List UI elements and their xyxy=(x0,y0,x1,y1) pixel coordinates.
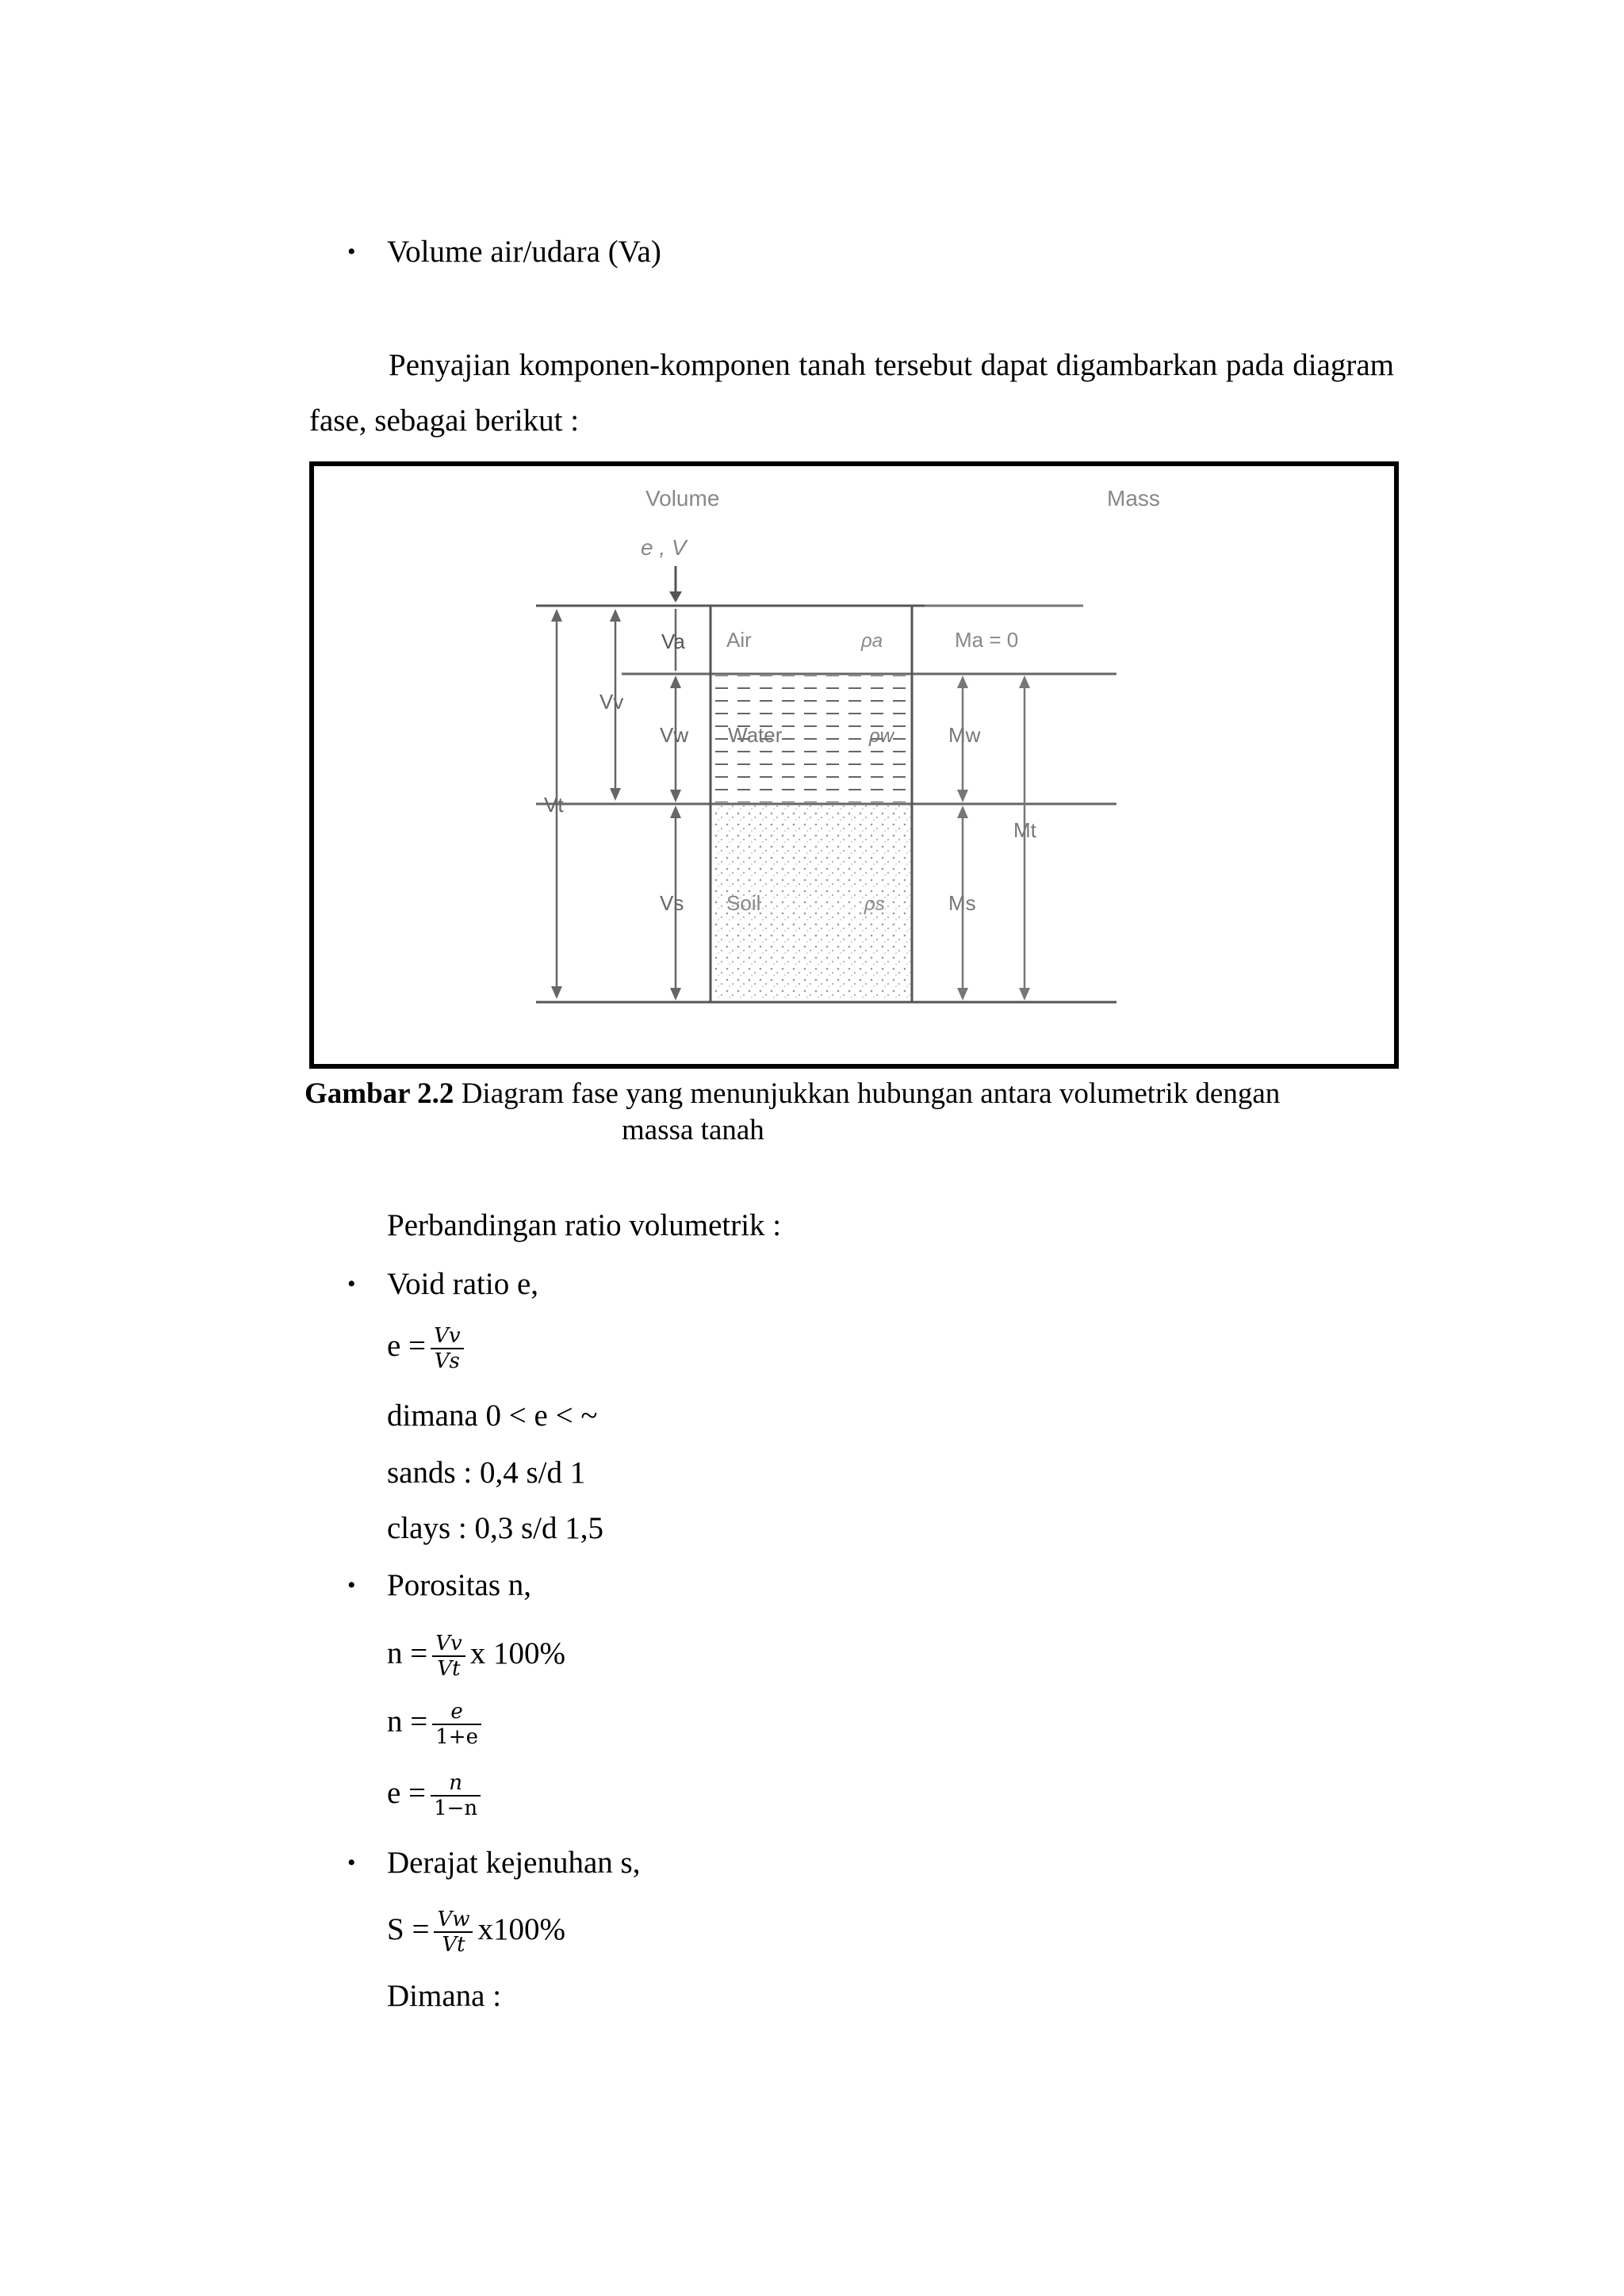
porosity-eq1-den: Vt xyxy=(432,1655,465,1681)
mt-label: Mt xyxy=(1013,818,1036,842)
rho-s-label: ρs xyxy=(864,894,885,915)
vs-label: Vs xyxy=(660,891,684,915)
phase-diagram-figure xyxy=(309,461,1399,1069)
bullet-marker: • xyxy=(347,1271,356,1297)
volume-header: Volume xyxy=(645,486,720,511)
water-label: Water xyxy=(728,723,783,747)
vt-label: Vt xyxy=(544,793,564,817)
void-ratio-den: Vs xyxy=(431,1348,463,1373)
porosity-eq3-den: 1−n xyxy=(431,1795,481,1820)
saturation-num: Vw xyxy=(437,1908,470,1931)
bullet-volume-air: Volume air/udara (Va) xyxy=(387,235,661,269)
mw-label: Mw xyxy=(948,723,981,747)
porosity-title: Porositas n, xyxy=(387,1568,532,1602)
volume-note: e , V xyxy=(641,535,687,560)
saturation-equation xyxy=(387,1908,565,1957)
void-ratio-equation xyxy=(387,1324,469,1373)
va-label: Va xyxy=(661,629,685,653)
porosity-eq2-den: 1+e xyxy=(432,1724,481,1749)
void-ratio-title: Void ratio e, xyxy=(387,1267,539,1301)
caption-label: Gambar 2.2 xyxy=(304,1077,454,1110)
bullet-marker: • xyxy=(347,1572,356,1598)
void-ratio-lhs: e = xyxy=(387,1328,427,1363)
caption-text: Diagram fase yang menunjukkan hubungan antara volumetrik dengan xyxy=(454,1077,1281,1110)
void-ratio-range: dimana 0 < e < ~ xyxy=(387,1399,598,1433)
porosity-equation-2 xyxy=(387,1700,486,1749)
ma-label: Ma = 0 xyxy=(955,628,1019,652)
porosity-eq1-num: Vv xyxy=(435,1632,462,1655)
phase-diagram xyxy=(314,466,1394,1064)
porosity-equation-3 xyxy=(387,1771,485,1820)
porosity-eq2-num: e xyxy=(450,1700,463,1724)
ms-label: Ms xyxy=(948,891,976,915)
porosity-eq1-lhs: n = xyxy=(387,1636,428,1670)
vw-label: Vw xyxy=(660,723,689,747)
mass-header: Mass xyxy=(1107,486,1160,511)
saturation-tail: x100% xyxy=(477,1911,565,1946)
caption-line2: massa tanah xyxy=(622,1114,764,1146)
rho-w-label: ρw xyxy=(869,725,894,747)
saturation-where: Dimana : xyxy=(387,1979,502,2013)
soil-label: Soil xyxy=(726,891,761,915)
void-ratio-num: Vv xyxy=(434,1324,461,1348)
porosity-eq3-num: n xyxy=(449,1771,462,1795)
saturation-title: Derajat kejenuhan s, xyxy=(387,1846,641,1880)
bullet-marker: • xyxy=(347,1850,356,1876)
intro-paragraph: Penyajian komponen-komponen tanah tersebut dapat digambarkan pada diagram fase, sebagai berikut : xyxy=(309,348,1394,438)
porosity-eq1-tail: x 100% xyxy=(469,1636,565,1670)
void-ratio-clays: clays : 0,3 s/d 1,5 xyxy=(387,1511,603,1545)
bullet-marker: • xyxy=(347,239,356,265)
porosity-equation-1 xyxy=(387,1632,565,1681)
rho-a-label: ρa xyxy=(861,630,883,652)
figure-caption xyxy=(304,1076,1391,1149)
vv-label: Vv xyxy=(599,690,624,714)
porosity-eq3-lhs: e = xyxy=(387,1775,427,1810)
air-label: Air xyxy=(726,628,752,652)
saturation-lhs: S = xyxy=(387,1911,430,1946)
ratio-intro: Perbandingan ratio volumetrik : xyxy=(387,1208,782,1242)
void-ratio-sands: sands : 0,4 s/d 1 xyxy=(387,1456,586,1490)
porosity-eq2-lhs: n = xyxy=(387,1704,428,1739)
saturation-den: Vt xyxy=(434,1931,473,1957)
